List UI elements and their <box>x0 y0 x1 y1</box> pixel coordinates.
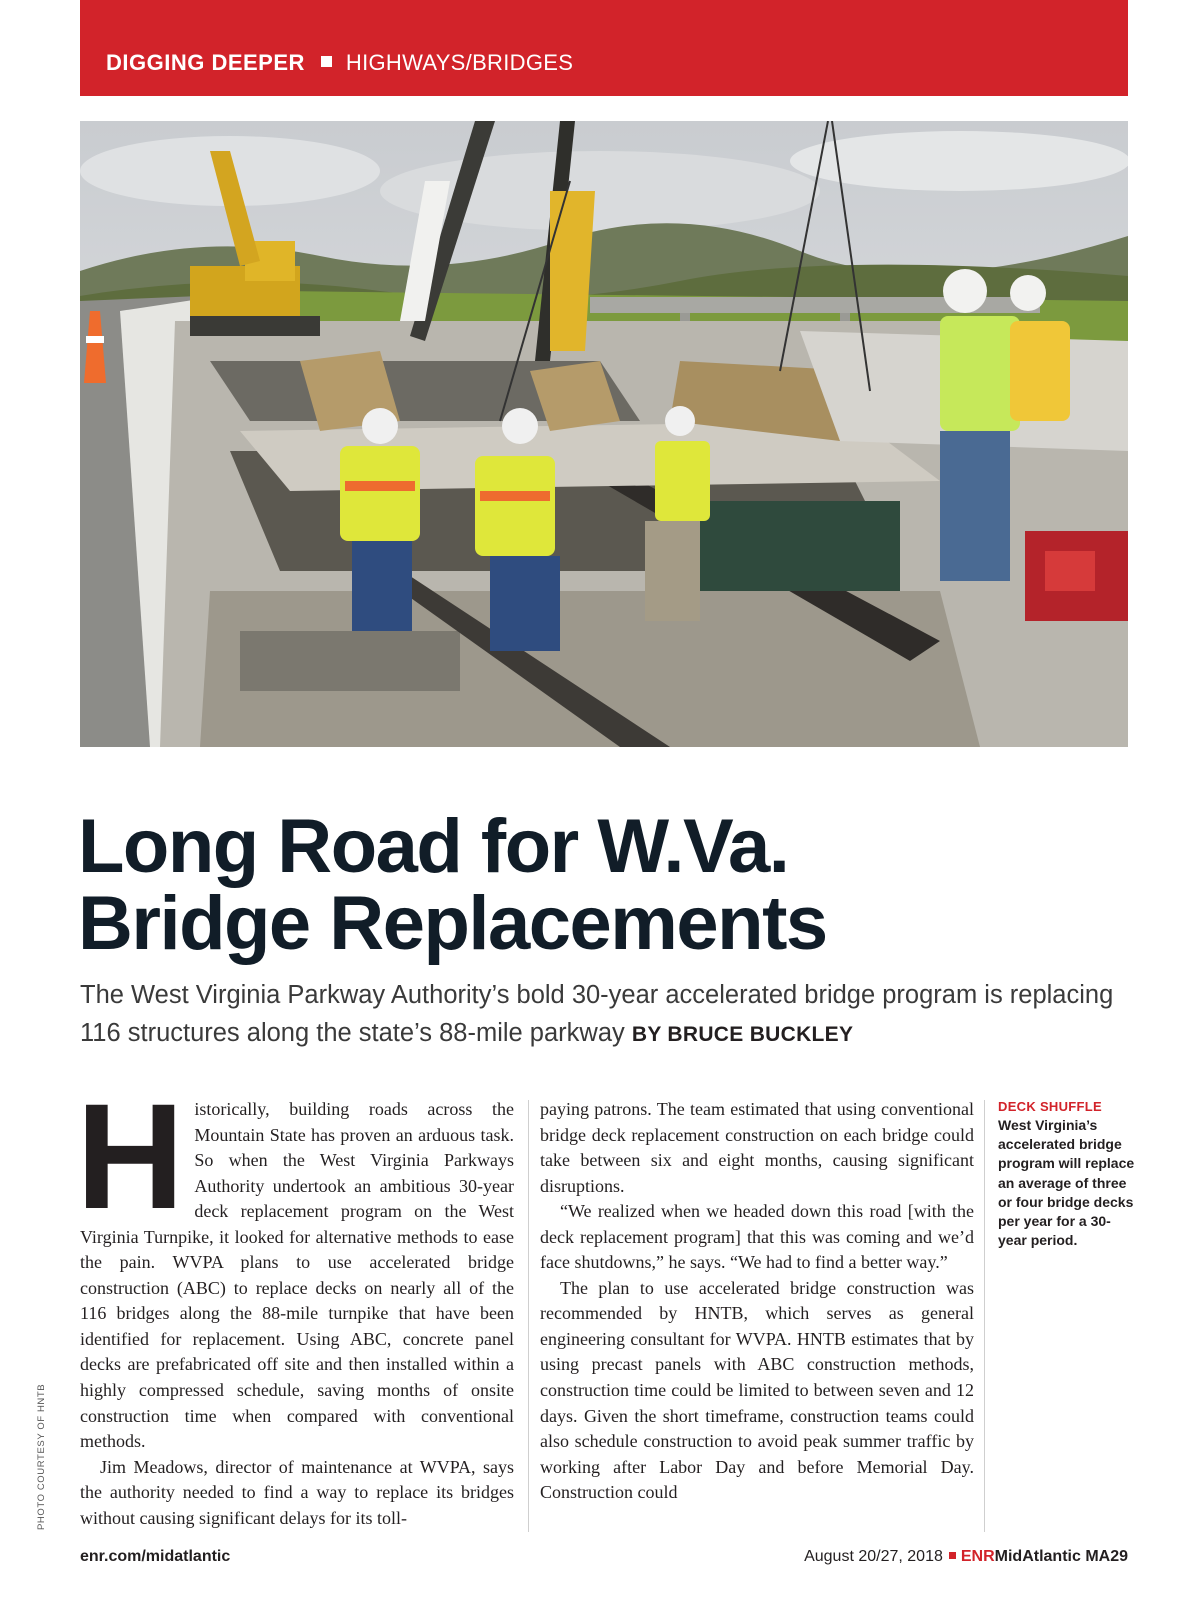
subsection-label: HIGHWAYS/BRIDGES <box>345 50 574 75</box>
byline: BY BRUCE BUCKLEY <box>631 1023 854 1046</box>
sidebar-kicker: DECK SHUFFLE <box>998 1099 1102 1114</box>
hero-photo <box>80 121 1128 747</box>
footer-brand-enr: ENR <box>960 1548 995 1565</box>
body-paragraph-5: The plan to use accelerated bridge construction was recommended by HNTB, which serves as general engineering consultant for WVPA. HNTB estimates that by using precast panels with ABC construction methods, construction time could be limited to between seven and 12 days. Given the short timeframe, construction teams could also schedule construction to avoid peak summer traffic by working after Labor Day and before Memorial Day. Construction could <box>540 1277 974 1503</box>
body-paragraph-3: paying patrons. The team estimated that using conventional bridge deck replacement construction on each bridge could take between six and eight months, causing significant disruptions. <box>540 1099 974 1196</box>
footer-date: August 20/27, 2018 <box>804 1548 943 1565</box>
body-paragraph-2: Jim Meadows, director of maintenance at WVPA, says the authority needed to find a way to replace its bridges without causing significant delays for its toll- <box>80 1456 514 1528</box>
drop-cap: H <box>76 1072 185 1240</box>
photo-credit: PHOTO COURTESY OF HNTB <box>36 1383 47 1530</box>
headline-line-1: Long Road for W.Va. <box>78 804 789 889</box>
sidebar-note <box>998 1098 1138 1250</box>
footer-brand-region: MidAtlantic <box>994 1548 1081 1565</box>
footer-folio <box>804 1548 1128 1566</box>
body-paragraph-4: “We realized when we headed down this road [with the deck replacement program] that this was coming and we’d face shutdowns,” he says. “We had to find a better way.” <box>540 1201 974 1273</box>
square-bullet-icon <box>321 56 332 67</box>
section-label: DIGGING DEEPER <box>106 50 305 75</box>
footer-page-number: MA29 <box>1085 1548 1128 1565</box>
column-rule <box>528 1100 529 1532</box>
body-paragraph-1: istorically, building roads across the Mountain State has proven an arduous task. So when the West Virginia Parkways Authority undertook an ambitious 30-year deck replacement program on the West Virginia Turnpike, it looked for alternative methods to ease the pain. WVPA plans to use accelerated bridge construction (ABC) to replace decks on nearly all of the 116 bridges along the 88-mile turnpike that have been identified for replacement. Using ABC, concrete panel decks are prefabricated off site and then installed within a highly compressed schedule, saving months of onsite construction time when compared with conventional methods. <box>80 1099 514 1452</box>
dek <box>80 976 1140 1054</box>
construction-photo-illustration <box>80 121 1128 747</box>
footer-url: enr.com/midatlantic <box>80 1548 231 1565</box>
square-bullet-icon <box>949 1552 956 1559</box>
body-column-2 <box>540 1097 974 1506</box>
sidebar-text: West Virginia’s accelerated bridge program will replace an average of three or four bridge decks per year for a 30-year period. <box>998 1117 1135 1249</box>
body-column-1 <box>76 1072 514 1531</box>
dek-text: The West Virginia Parkway Authority’s bold 30-year accelerated bridge program is replacing 116 structures along the state’s 88-mile parkway <box>80 981 1114 1047</box>
section-banner <box>80 0 1128 96</box>
headline <box>78 804 1138 966</box>
sidebar-rule <box>984 1100 985 1532</box>
headline-line-2: Bridge Replacements <box>78 881 827 966</box>
